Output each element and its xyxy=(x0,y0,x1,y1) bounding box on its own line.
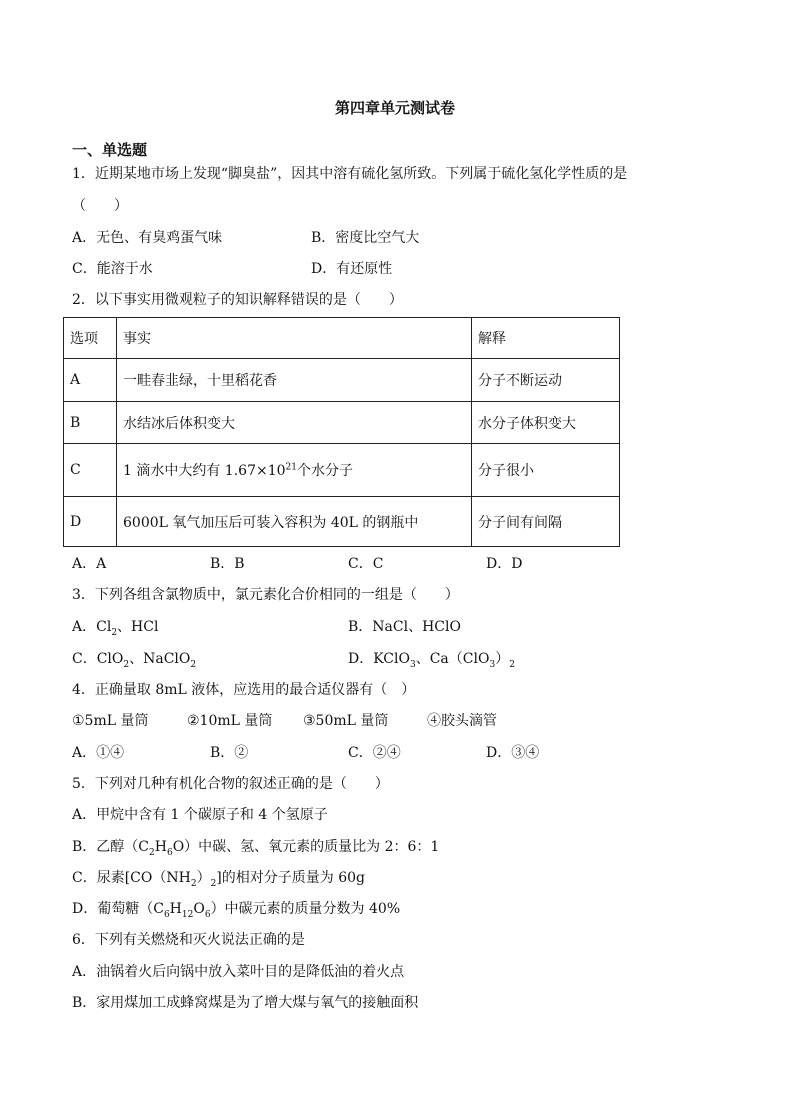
table-header-cell: 解释 xyxy=(472,318,620,359)
q2-option-d: D．D xyxy=(486,556,523,572)
q1-option-d: D．有还原性 xyxy=(311,261,393,277)
table-cell-option: C xyxy=(64,444,117,497)
table-cell-explanation: 分子很小 xyxy=(472,444,620,497)
q4-option-a: A．①④ xyxy=(72,745,125,761)
subscript: 2 xyxy=(190,659,197,670)
formula-text: 、HCl xyxy=(117,619,159,635)
q1-stem: 1．近期某地市场上发现“脚臭盐”，因其中溶有硫化氢所致。下列属于硫化氢化学性质的是 xyxy=(72,166,628,182)
formula-text: ） xyxy=(196,870,211,886)
q5-option-c xyxy=(72,868,365,894)
q6-option-b: B．家用煤加工成蜂窝煤是为了增大煤与氧气的接触面积 xyxy=(72,995,419,1011)
q1-option-b: B．密度比空气大 xyxy=(311,230,420,246)
table-header-row xyxy=(64,318,620,359)
q6-stem: 6．下列有关燃烧和灭火说法正确的是 xyxy=(72,932,305,948)
q2-option-b: B．B xyxy=(210,556,245,572)
formula-text: ]的相对分子质量为 60g xyxy=(216,870,365,886)
fact-exponent: 21 xyxy=(285,462,297,473)
q4-item-1: ①5mL 量筒 xyxy=(72,713,149,729)
formula-text: C．尿素[CO（NH xyxy=(72,870,191,886)
table-cell-explanation: 分子间有间隔 xyxy=(472,497,620,547)
q4-item-2: ②10mL 量筒 xyxy=(187,713,273,729)
fact-text: 1 滴水中大约有 1.67×10 xyxy=(123,463,286,479)
q6-option-a: A．油锅着火后向锅中放入菜叶目的是降低油的着火点 xyxy=(72,964,405,980)
formula-text: O）中碳、氢、氧元素的质量比为 2：6：1 xyxy=(172,839,440,855)
subscript: 6 xyxy=(163,909,170,920)
formula-text: D．KClO xyxy=(348,651,410,667)
subscript: 2 xyxy=(111,627,118,638)
table-row xyxy=(64,497,620,547)
formula-text: B．乙醇（C xyxy=(72,839,149,855)
table-header-cell: 选项 xyxy=(64,318,117,359)
subscript: 2 xyxy=(509,659,515,670)
subscript: 2 xyxy=(149,847,155,858)
q3-stem: 3．下列各组含氯物质中，氯元素化合价相同的一组是（ ） xyxy=(72,587,459,603)
q4-item-4: ④胶头滴管 xyxy=(427,713,497,729)
q4-option-d: D．③④ xyxy=(486,745,540,761)
formula-text: O xyxy=(193,901,205,917)
q4-option-c: C．②④ xyxy=(348,745,401,761)
formula-text: H xyxy=(154,839,167,855)
table-cell-explanation: 分子不断运动 xyxy=(472,359,620,402)
q5-option-d xyxy=(72,899,400,925)
table-row xyxy=(64,402,620,444)
formula-text: C．ClO xyxy=(72,651,124,667)
table-row xyxy=(64,444,620,497)
q3-option-b: B．NaCl、HClO xyxy=(348,619,461,635)
subscript: 3 xyxy=(489,659,496,670)
subscript: 2 xyxy=(123,659,130,670)
q3-option-c xyxy=(72,649,196,675)
formula-text: 、NaClO xyxy=(129,651,191,667)
q4-item-3: ③50mL 量筒 xyxy=(303,713,389,729)
table-cell-fact xyxy=(117,444,472,497)
q2-table xyxy=(63,317,620,547)
subscript: 12 xyxy=(181,909,194,920)
q2-option-c: C．C xyxy=(348,556,384,572)
subscript: 2 xyxy=(210,878,217,889)
table-header-cell: 事实 xyxy=(117,318,472,359)
subscript: 6 xyxy=(204,909,211,920)
formula-text: ） xyxy=(495,651,510,667)
q4-option-b: B．② xyxy=(210,745,249,761)
q1-option-c: C．能溶于水 xyxy=(72,261,153,277)
q3-option-d xyxy=(348,649,515,675)
table-cell-option: A xyxy=(64,359,117,402)
table-cell-fact: 6000L 氧气加压后可装入容积为 40L 的钢瓶中 xyxy=(117,497,472,547)
formula-text: H xyxy=(169,901,182,917)
subscript: 6 xyxy=(166,847,173,858)
q1-blank: （ ） xyxy=(72,198,128,214)
q5-option-a: A．甲烷中含有 1 个碳原子和 4 个氢原子 xyxy=(72,807,328,823)
formula-text: A．Cl xyxy=(72,619,112,635)
table-cell-explanation: 水分子体积变大 xyxy=(472,402,620,444)
table-cell-fact: 一畦春韭绿，十里稻花香 xyxy=(117,359,472,402)
table-cell-option: B xyxy=(64,402,117,444)
table-row xyxy=(64,359,620,402)
q3-option-a xyxy=(72,617,158,643)
q2-option-a: A．A xyxy=(72,556,107,572)
page-title: 第四章单元测试卷 xyxy=(334,99,455,117)
q5-stem: 5．下列对几种有机化合物的叙述正确的是（ ） xyxy=(72,776,389,792)
q5-option-b xyxy=(72,837,439,863)
section-heading: 一、单选题 xyxy=(72,141,148,159)
q1-option-a: A．无色、有臭鸡蛋气味 xyxy=(72,230,223,246)
subscript: 3 xyxy=(409,659,416,670)
fact-text: 个水分子 xyxy=(296,463,353,479)
q4-stem: 4．正确量取 8mL 液体，应选用的最合适仪器有（ ） xyxy=(72,682,416,698)
table-cell-option: D xyxy=(64,497,117,547)
table-cell-fact: 水结冰后体积变大 xyxy=(117,402,472,444)
subscript: 2 xyxy=(190,878,197,889)
formula-text: D．葡萄糖（C xyxy=(72,901,164,917)
formula-text: ）中碳元素的质量分数为 40% xyxy=(210,901,401,917)
q2-stem: 2．以下事实用微观粒子的知识解释错误的是（ ） xyxy=(72,292,403,308)
formula-text: 、Ca（ClO xyxy=(415,651,490,667)
